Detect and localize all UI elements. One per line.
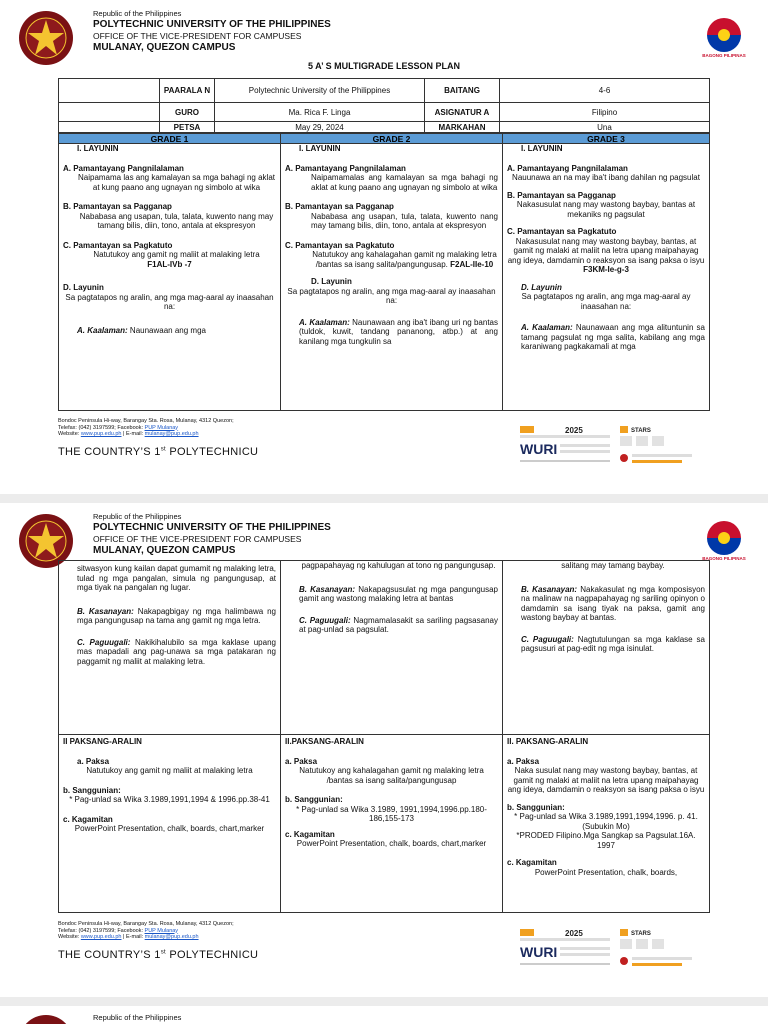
paguugali-label: C. Paguugali: [77, 637, 131, 647]
pangnilalaman-heading: A. Pamantayang Pangnilalaman [63, 163, 184, 173]
paguugali-label: C. Paguugali: [521, 634, 574, 644]
competency-code: F1AL-IVb -7 [147, 259, 192, 269]
layunin-d-text: Sa pagtatapos ng aralin, ang mga mag-aaral ay inaasahan na: [65, 292, 274, 311]
badge-stars: STARS [631, 428, 651, 434]
kaalaman-continued: sitwasyon kung kailan dapat gumamit ng malaking letra, tulad ng mga pangalan, simula ng pangungusap, at mga tiyak na pangalan ng lugar. [77, 564, 276, 592]
pagganap-heading: B. Pamantayan sa Pagganap [63, 202, 172, 211]
badge-year: 2025 [565, 929, 583, 938]
info-empty-cell [59, 103, 160, 122]
bagong-pilipinas-label: BAGONG PILIPINAS [702, 556, 746, 561]
paaralan-label: PAARALA N [160, 79, 215, 103]
pangnilalaman-text: Nauunawa an na may iba't ibang dahilan ng pagsulat [512, 173, 700, 182]
address-line: Bondoc Peninsula Hi-way, Barangay Sta. Rosa, Mulanay, 4312 Quezon; [58, 418, 234, 424]
paksa-text: Natutukoy ang kahalagahan gamit ng malaking letra /bantas sa isang salita/pangungusap [299, 766, 484, 785]
pangnilalaman-heading: A. Pamantayang Pangnilalaman [507, 163, 628, 173]
grade-2-column [281, 134, 503, 410]
info-empty-cell [59, 79, 160, 103]
lesson-plan-page-1 [0, 0, 768, 494]
motto-sup: st [160, 446, 166, 453]
kaalaman-continued: salitang may tamang baybay. [561, 561, 665, 570]
baitang-value: 4-6 [500, 79, 710, 103]
pagkatuto-text: Natutukoy ang gamit ng maliit at malaking letra [93, 250, 260, 259]
university-name: POLYTECHNIC UNIVERSITY OF THE PHILIPPINES [93, 19, 331, 30]
paksang-aralin-heading: II PAKSANG-ARALIN [63, 737, 142, 746]
letterhead [18, 8, 750, 60]
kaalaman-label: A. Kaalaman: [77, 325, 128, 335]
rankings-badges-icon [520, 923, 710, 973]
grade-columns-continued [58, 560, 710, 913]
website-link[interactable]: www.pup.edu.ph [80, 934, 122, 940]
paksa-heading: a. Paksa [507, 756, 540, 766]
motto-part: POLYTECHNICU [165, 949, 259, 961]
kasanayan-label: B. Kasanayan: [299, 584, 356, 594]
sanggunian-text-2: *PRODED Filipino.Mga Sangkap sa Pagsulat.16A. 1997 [516, 831, 696, 850]
page-footer [58, 921, 708, 977]
grade-2-header: GRADE 2 [281, 134, 502, 144]
pangnilalaman-text: Naipamamalas ang kamalayan sa mga bahagi ng aklat at kung paano ang ugnayan ng simbolo at wika [311, 173, 498, 192]
paksa-text: Naka susulat nang may wastong baybay, bantas, at gamit ng malaki at maliit na letra upang maipahayag ang ideya, damdamin o reaksyon sa isang paksa o isyu [507, 766, 705, 794]
asignatura-label: ASIGNATUR A [425, 103, 500, 122]
grade-3-header: GRADE 3 [503, 134, 709, 144]
campus-name: MULANAY, QUEZON CAMPUS [93, 545, 236, 556]
kaalaman-continued: pagpapahayag ng kahulugan at tono ng pangungusap. [301, 561, 496, 570]
paksa-heading: a. Paksa [77, 756, 110, 766]
layunin-d-heading: D. Layunin [63, 283, 104, 292]
competency-code: F2AL-IIe-10 [450, 259, 494, 269]
bagong-pilipinas-label: BAGONG PILIPINAS [702, 53, 746, 58]
motto-part: THE COUNTRY’S 1 [58, 446, 161, 458]
layunin-d-text: Sa pagtatapos ng aralin, ang mga mag-aaral ay inaasahan na: [287, 286, 496, 305]
address-line: Bondoc Peninsula Hi-way, Barangay Sta. Rosa, Mulanay, 4312 Quezon; [58, 921, 234, 927]
facebook-link[interactable]: PUP Mulanay [144, 424, 179, 431]
telefax-line: Telefax: (042) 3197599; Facebook: [58, 424, 145, 431]
kaalaman-label: A. Kaalaman: [299, 317, 350, 327]
motto [58, 446, 258, 458]
pangnilalaman-heading: A. Pamantayang Pangnilalaman [285, 163, 406, 173]
paguugali-text: Nakikihalubilo sa mga kaklase upang mas mapadali ang pag-unawa sa mga patakaran ng paggamit ng maliit at malaking letra. [77, 637, 276, 666]
grade-3-column [503, 134, 709, 410]
guro-value: Ma. Rica F. Linga [215, 103, 425, 122]
pagkatuto-heading: C. Pamantayan sa Pagkatuto [63, 240, 173, 250]
kaalaman-label: A. Kaalaman: [521, 323, 573, 332]
kagamitan-text: PowerPoint Presentation, chalk, boards, [534, 867, 678, 877]
paguugali-text: Nagtutulungan sa mga kaklase sa pagsusuri at pag-edit ng mga isinulat. [521, 634, 705, 653]
paksa-text: Natutukoy ang gamit ng maliit at malaking letra [86, 766, 253, 775]
motto [58, 949, 258, 961]
kaalaman-text: Naunawaan ang iba't ibang uri ng bantas (tuldok, kuwit, tandang pananong, atbp.) at ang kanilang mga tungkulin sa [299, 317, 498, 346]
kagamitan-heading: c. Kagamitan [285, 829, 335, 839]
letterhead [18, 511, 750, 563]
campus-name: MULANAY, QUEZON CAMPUS [93, 42, 236, 53]
competency-code: F3KM-Ie-g-3 [583, 265, 629, 274]
republic-line: Republic of the Philippines [93, 1013, 182, 1022]
sanggunian-heading: b. Sanggunian: [285, 795, 343, 804]
university-name: POLYTECHNIC UNIVERSITY OF THE PHILIPPINES [93, 522, 331, 533]
lesson-info-table [58, 78, 710, 133]
pagganap-heading: B. Pamantayan sa Pagganap [507, 190, 616, 200]
lesson-plan-page-2 [0, 503, 768, 997]
grade-1-column [59, 134, 281, 410]
office-line: OFFICE OF THE VICE-PRESIDENT FOR CAMPUSES [93, 534, 302, 544]
lesson-plan-title: 5 A’ S MULTIGRADE LESSON PLAN [307, 61, 460, 71]
badge-wurj: WURI [520, 441, 558, 457]
pagganap-text: Nababasa ang usapan, tula, talata, kuwento nang may tamang bilis, diin, tono, antala at ekspresyon [311, 211, 498, 230]
rankings-badges-icon [520, 420, 710, 470]
kasanayan-text: Nakapagsusulat ng mga pangungusap gamit ang wastong malaking letra at bantas [299, 584, 498, 603]
kagamitan-text: PowerPoint Presentation, chalk, boards, chart,marker [296, 839, 487, 848]
kaalaman-text: Naunawaan ang mga alituntunin sa tamang pagsulat ng mga salita, kabilang ang mga karaniwang pagkakamali at mga [521, 323, 706, 351]
grade-3-column [503, 561, 709, 912]
paaralan-value: Polytechnic University of the Philippines [215, 79, 425, 103]
layunin-heading: I. LAYUNIN [299, 144, 341, 153]
kasanayan-label: B. Kasanayan: [521, 584, 578, 594]
layunin-heading: I. LAYUNIN [77, 144, 119, 153]
paguugali-label: C. Paguugali: [299, 615, 351, 625]
sanggunian-text: * Pag-unlad sa Wika 3.1989,1991,1994 & 1996.pp.38-41 [69, 795, 270, 804]
website-link[interactable]: www.pup.edu.ph [80, 431, 122, 437]
footer-address [58, 418, 234, 438]
pagkatuto-heading: C. Pamantayan sa Pagkatuto [507, 227, 617, 236]
layunin-heading: I. LAYUNIN [521, 144, 563, 153]
kagamitan-heading: c. Kagamitan [63, 814, 113, 824]
letterhead-text [93, 8, 331, 54]
email-label: | E-mail: [121, 934, 145, 940]
asignatura-value: Filipino [500, 103, 710, 122]
petsa-label: PETSA [160, 122, 215, 133]
info-empty-cell [59, 122, 160, 133]
grade-columns [58, 133, 710, 411]
grade-1-header: GRADE 1 [59, 134, 280, 144]
republic-line: Republic of the Philippines [93, 9, 182, 18]
pup-seal-icon [18, 10, 74, 66]
paguugali-text: Nagmamalasakit sa sariling pagsasanay at pag-unlad sa pagsulat. [299, 615, 498, 634]
kasanayan-text: Nakapagbigay ng mga halimbawa ng mga pangungusap na tama ang gamit ng mga letra. [77, 606, 276, 625]
pagkatuto-text: Nakasusulat nang may wastong baybay, bantas, at gamit ng malaki at maliit na letra upang maipahayag ang ideya, damdamin o reaksyon sa isang paksa o isyu [507, 236, 705, 265]
lesson-plan-page-3 [0, 1006, 768, 1024]
email-link[interactable]: mulanay@pup.edu.ph [144, 431, 199, 437]
layunin-d-text: Sa pagtatapos ng aralin, ang mga mag-aaral ay inaasahan na: [521, 292, 691, 311]
kasanayan-label: B. Kasanayan: [77, 606, 134, 616]
sanggunian-heading: b. Sanggunian: [507, 802, 565, 812]
pagkatuto-text: Natutukoy ang kahalagahan gamit ng malaking letra /bantas sa isang salita/pangungusap. [312, 250, 497, 269]
sanggunian-text-1: * Pag-unlad sa Wika 3.1989,1991,1994,1996. p. 41. (Subukin Mo) [514, 812, 698, 831]
kagamitan-heading: c. Kagamitan [507, 858, 557, 867]
grade-1-column [59, 561, 281, 912]
paksa-heading: a. Paksa [285, 756, 318, 766]
baitang-label: BAITANG [425, 79, 500, 103]
guro-label: GURO [160, 103, 215, 122]
sanggunian-heading: b. Sanggunian: [63, 785, 121, 795]
petsa-value: May 29, 2024 [215, 122, 425, 133]
bagong-pilipinas-logo-icon [698, 519, 750, 563]
layunin-d-heading: D. Layunin [311, 277, 352, 286]
kaalaman-text: Naunawaan ang mga [129, 325, 206, 335]
facebook-link[interactable]: PUP Mulanay [144, 927, 179, 934]
website-label: Website: [58, 934, 81, 940]
letterhead-text [93, 511, 331, 557]
markahan-label: MARKAHAN [425, 122, 500, 133]
email-label: | E-mail: [121, 431, 145, 437]
website-label: Website: [58, 431, 81, 437]
motto-part: THE COUNTRY’S 1 [58, 949, 161, 961]
markahan-value: Una [500, 122, 710, 133]
paksang-aralin-heading: II.PAKSANG-ARALIN [285, 737, 364, 746]
motto-sup: st [160, 949, 166, 956]
republic-line: Republic of the Philippines [93, 512, 182, 521]
motto-part: POLYTECHNICU [165, 446, 259, 458]
badge-stars: STARS [631, 931, 651, 937]
layunin-d-heading: D. Layunin [521, 282, 562, 292]
paksang-aralin-heading: II. PAKSANG-ARALIN [507, 737, 589, 746]
badge-year: 2025 [565, 426, 583, 435]
bagong-pilipinas-logo-icon [698, 16, 750, 60]
footer-address [58, 921, 234, 941]
pagganap-heading: B. Pamantayan sa Pagganap [285, 202, 394, 211]
kasanayan-text: Nakakasulat ng mga komposisyon na malinaw na nagpapahayag ng sariling opinyon o damdamin sa isang tiyak na paksa, gamit ang wastong baybay at bantas. [521, 584, 705, 622]
kagamitan-text: PowerPoint Presentation, chalk, boards, chart,marker [74, 824, 265, 833]
telefax-line: Telefax: (042) 3197599; Facebook: [58, 927, 145, 934]
pagganap-text: Nakasusulat nang may wastong baybay, bantas at mekaniks ng pagsulat [516, 200, 696, 219]
pagkatuto-heading: C. Pamantayan sa Pagkatuto [285, 240, 395, 250]
badge-wurj: WURI [520, 944, 558, 960]
sanggunian-text: * Pag-unlad sa Wika 3.1989, 1991,1994,1996.pp.180-186,155-173 [296, 804, 487, 823]
email-link[interactable]: mulanay@pup.edu.ph [144, 934, 199, 940]
grade-2-column [281, 561, 503, 912]
page-footer [58, 418, 708, 474]
pangnilalaman-text: Naipamama las ang kamalayan sa mga bahagi ng aklat at kung paano ang ugnayan ng simbolo at wika [77, 173, 275, 192]
pup-seal-icon [18, 1014, 74, 1024]
office-line: OFFICE OF THE VICE-PRESIDENT FOR CAMPUSES [93, 31, 302, 41]
pagganap-text: Nababasa ang usapan, tula, talata, kuwento nang may tamang bilis, diin, tono, antala at ekspresyon [79, 211, 274, 230]
